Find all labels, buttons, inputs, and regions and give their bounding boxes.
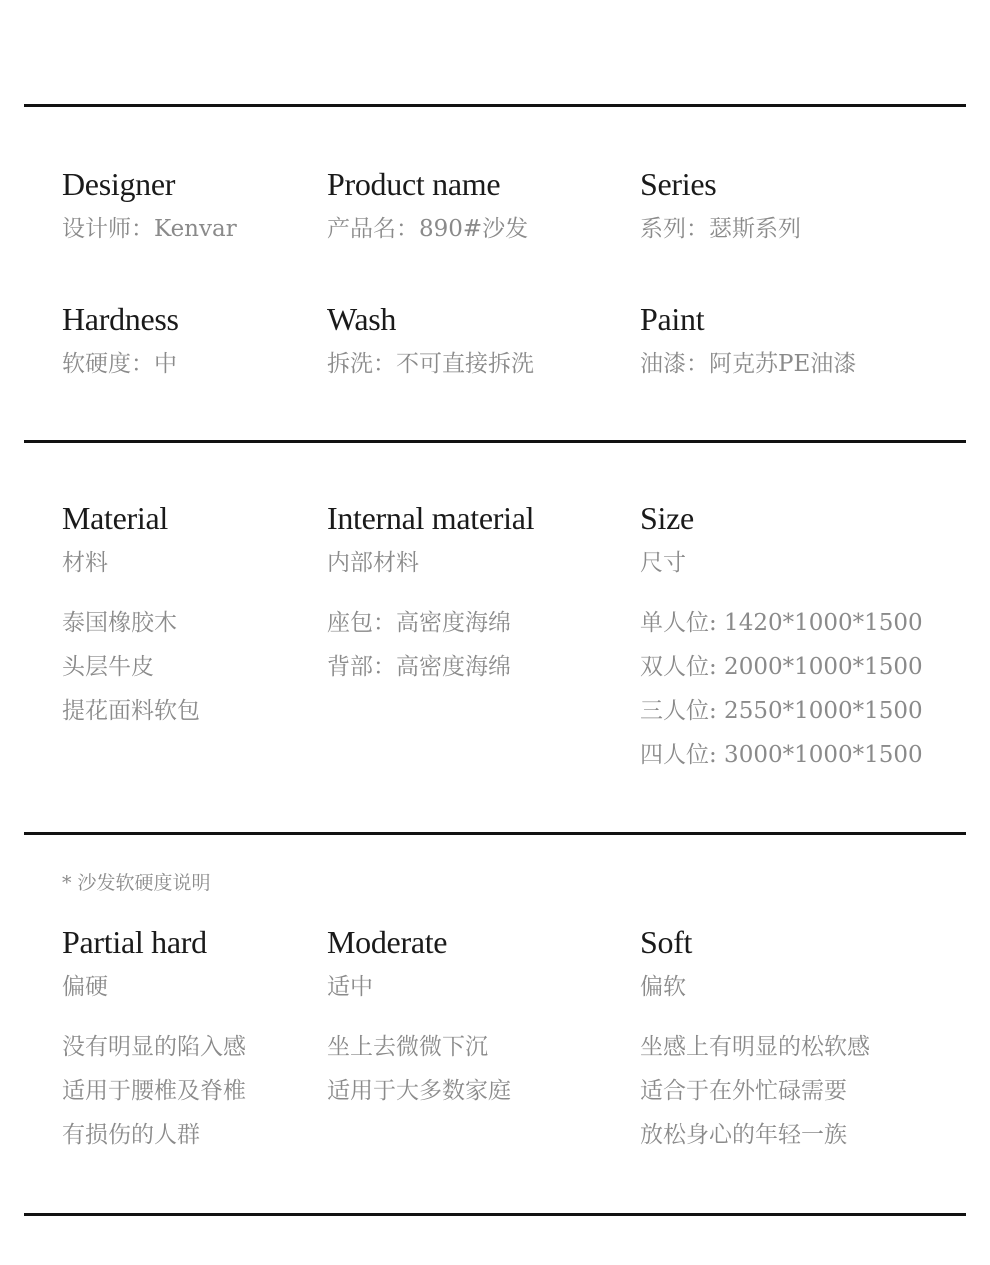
detail-line: 有损伤的人群 bbox=[62, 1122, 200, 1148]
detail-line: 放松身心的年轻一族 bbox=[640, 1122, 847, 1148]
detail-list bbox=[327, 1025, 511, 1113]
detail-line: 坐上去微微下沉 bbox=[327, 1034, 488, 1060]
detail-line: 泰国橡胶木 bbox=[62, 610, 177, 636]
column-title: Internal material bbox=[327, 500, 535, 536]
hardness-note: * 沙发软硬度说明 bbox=[62, 872, 211, 894]
detail-line: 没有明显的陷入感 bbox=[62, 1034, 246, 1060]
spec-value: 油漆：阿克苏PE油漆 bbox=[640, 351, 857, 377]
divider-2 bbox=[24, 440, 966, 443]
detail-line: 双人位: 2000*1000*1500 bbox=[640, 654, 923, 680]
column-subtitle: 材料 bbox=[62, 550, 108, 576]
spec-value: 拆洗：不可直接拆洗 bbox=[327, 351, 534, 377]
column-title: Size bbox=[640, 500, 694, 536]
spec-title: Wash bbox=[327, 301, 397, 337]
material-column bbox=[62, 502, 200, 733]
detail-line: 坐感上有明显的松软感 bbox=[640, 1034, 870, 1060]
partial-hard-column bbox=[62, 926, 246, 1157]
detail-line: 适用于腰椎及脊椎 bbox=[62, 1078, 246, 1104]
column-subtitle: 适中 bbox=[327, 974, 373, 1000]
detail-list bbox=[640, 1025, 870, 1157]
spec-designer bbox=[62, 168, 237, 241]
detail-line: 座包：高密度海绵 bbox=[327, 610, 511, 636]
column-subtitle: 尺寸 bbox=[640, 550, 686, 576]
detail-list bbox=[62, 601, 200, 733]
detail-line: 单人位: 1420*1000*1500 bbox=[640, 610, 923, 636]
spec-product-name bbox=[327, 168, 528, 241]
detail-line: 四人位: 3000*1000*1500 bbox=[640, 742, 923, 768]
detail-line: 适合于在外忙碌需要 bbox=[640, 1078, 847, 1104]
spec-value: 系列：瑟斯系列 bbox=[640, 216, 801, 242]
moderate-column bbox=[327, 926, 511, 1113]
internal-material-column bbox=[327, 502, 534, 689]
divider-bottom bbox=[24, 1213, 966, 1216]
detail-list bbox=[327, 601, 534, 689]
divider-top bbox=[24, 104, 966, 107]
spec-series bbox=[640, 168, 801, 241]
spec-title: Series bbox=[640, 166, 717, 202]
column-title: Moderate bbox=[327, 924, 448, 960]
detail-list bbox=[62, 1025, 246, 1157]
column-title: Soft bbox=[640, 924, 693, 960]
column-title: Material bbox=[62, 500, 168, 536]
spec-hardness bbox=[62, 303, 179, 376]
soft-column bbox=[640, 926, 870, 1157]
detail-line: 头层牛皮 bbox=[62, 654, 154, 680]
detail-line: 背部：高密度海绵 bbox=[327, 654, 511, 680]
divider-3 bbox=[24, 832, 966, 835]
detail-line: 三人位: 2550*1000*1500 bbox=[640, 698, 923, 724]
spec-title: Product name bbox=[327, 166, 501, 202]
column-subtitle: 内部材料 bbox=[327, 550, 419, 576]
detail-line: 适用于大多数家庭 bbox=[327, 1078, 511, 1104]
column-title: Partial hard bbox=[62, 924, 207, 960]
spec-title: Designer bbox=[62, 166, 176, 202]
spec-paint bbox=[640, 303, 856, 376]
spec-value: 软硬度：中 bbox=[62, 351, 177, 377]
column-subtitle: 偏硬 bbox=[62, 974, 108, 1000]
spec-wash bbox=[327, 303, 534, 376]
spec-value: 设计师：Kenvar bbox=[62, 216, 237, 242]
column-subtitle: 偏软 bbox=[640, 974, 686, 1000]
spec-title: Paint bbox=[640, 301, 705, 337]
spec-title: Hardness bbox=[62, 301, 179, 337]
spec-value: 产品名：890#沙发 bbox=[327, 216, 529, 242]
size-column bbox=[640, 502, 923, 777]
detail-list bbox=[640, 601, 923, 777]
detail-line: 提花面料软包 bbox=[62, 698, 200, 724]
